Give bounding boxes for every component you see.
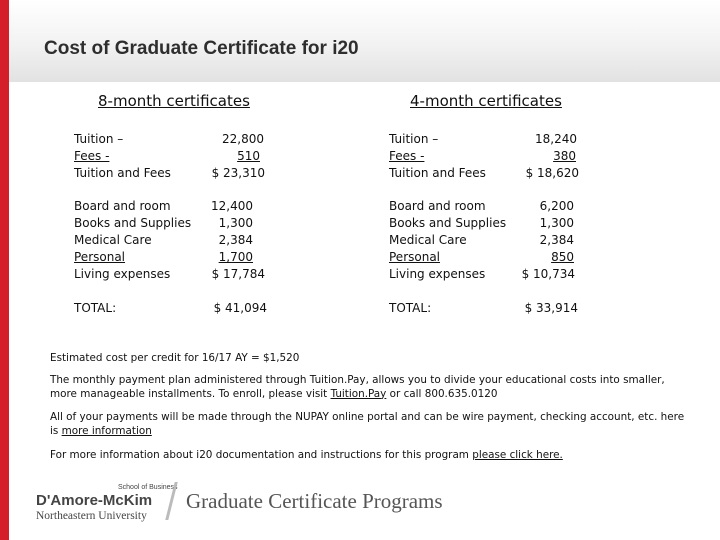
please-click-here-link[interactable]: please click here. — [472, 449, 563, 461]
more-information-link[interactable]: more information — [61, 424, 152, 437]
medical-care-label: Medical Care — [74, 233, 152, 247]
personal-label: Personal — [389, 250, 441, 264]
living-expenses-label: Living expenses — [74, 267, 171, 281]
fees-value: 510 — [237, 149, 260, 163]
tuition-fees-label: Tuition and Fees — [74, 166, 171, 180]
fees-label: Fees - — [74, 149, 110, 163]
northeastern-wordmark: Northeastern University — [36, 510, 147, 522]
living-expenses-value: $ 10,734 — [521, 267, 575, 281]
four-month-heading: 4-month certificates — [410, 92, 562, 110]
living-expenses-label: Living expenses — [389, 267, 486, 281]
books-supplies-label: Books and Supplies — [389, 216, 507, 230]
personal-label: Personal — [74, 250, 126, 264]
fees-label: Fees - — [389, 149, 425, 163]
tuition-value: 18,240 — [535, 132, 577, 146]
payment-plan-phone: or call 800.635.0120 — [386, 387, 498, 400]
medical-care-value: 2,384 — [539, 233, 574, 247]
tuition-fees-value: $ 18,620 — [525, 166, 579, 180]
eight-month-total-value: $ 41,094 — [213, 301, 267, 315]
fees-value: 380 — [553, 149, 576, 163]
page-title: Cost of Graduate Certificate for i20 — [44, 38, 359, 59]
medical-care-value: 2,384 — [218, 233, 253, 247]
payment-plan-text: The monthly payment plan administered through Tuition.Pay, allows you to divide your educational costs into smaller, more manageable installments. To enroll, please visit — [50, 374, 665, 400]
tuition-label: Tuition – — [389, 132, 439, 146]
eight-month-total-label: TOTAL: — [74, 301, 117, 315]
books-supplies-label: Books and Supplies — [74, 216, 192, 230]
books-supplies-value: 1,300 — [539, 216, 574, 230]
tuition-pay-link[interactable]: Tuition.Pay — [330, 387, 387, 400]
eight-month-heading: 8-month certificates — [98, 92, 250, 110]
tuition-fees-label: Tuition and Fees — [389, 166, 486, 180]
damore-mckim-wordmark: D'Amore-McKim — [36, 492, 153, 509]
i20-note — [50, 449, 690, 463]
school-of-business-text: School of Business — [118, 484, 178, 491]
four-month-total-label: TOTAL: — [389, 301, 432, 315]
i20-text: For more information about i20 documentation and instructions for this program — [50, 449, 473, 461]
medical-care-label: Medical Care — [389, 233, 467, 247]
four-month-total-value: $ 33,914 — [524, 301, 578, 315]
tuition-label: Tuition – — [74, 132, 124, 146]
tuition-value: 22,800 — [222, 132, 264, 146]
board-room-label: Board and room — [389, 199, 486, 213]
accent-bar — [0, 0, 9, 540]
credit-cost-note: Estimated cost per credit for 16/17 AY = $1,520 — [50, 352, 300, 364]
nupay-note — [50, 411, 690, 438]
nupay-text: All of your payments will be made through the NUPAY online portal and can be wire payment, checking account, etc. here is — [50, 411, 685, 437]
board-room-value: 6,200 — [539, 199, 574, 213]
living-expenses-value: $ 17,784 — [211, 267, 265, 281]
books-supplies-value: 1,300 — [218, 216, 253, 230]
personal-value: 1,700 — [218, 250, 253, 264]
payment-plan-note — [50, 374, 690, 401]
tuition-fees-value: $ 23,310 — [211, 166, 265, 180]
program-wordmark: Graduate Certificate Programs — [186, 489, 443, 513]
board-room-label: Board and room — [74, 199, 171, 213]
board-room-value: 12,400 — [211, 199, 253, 213]
personal-value: 850 — [551, 250, 574, 264]
